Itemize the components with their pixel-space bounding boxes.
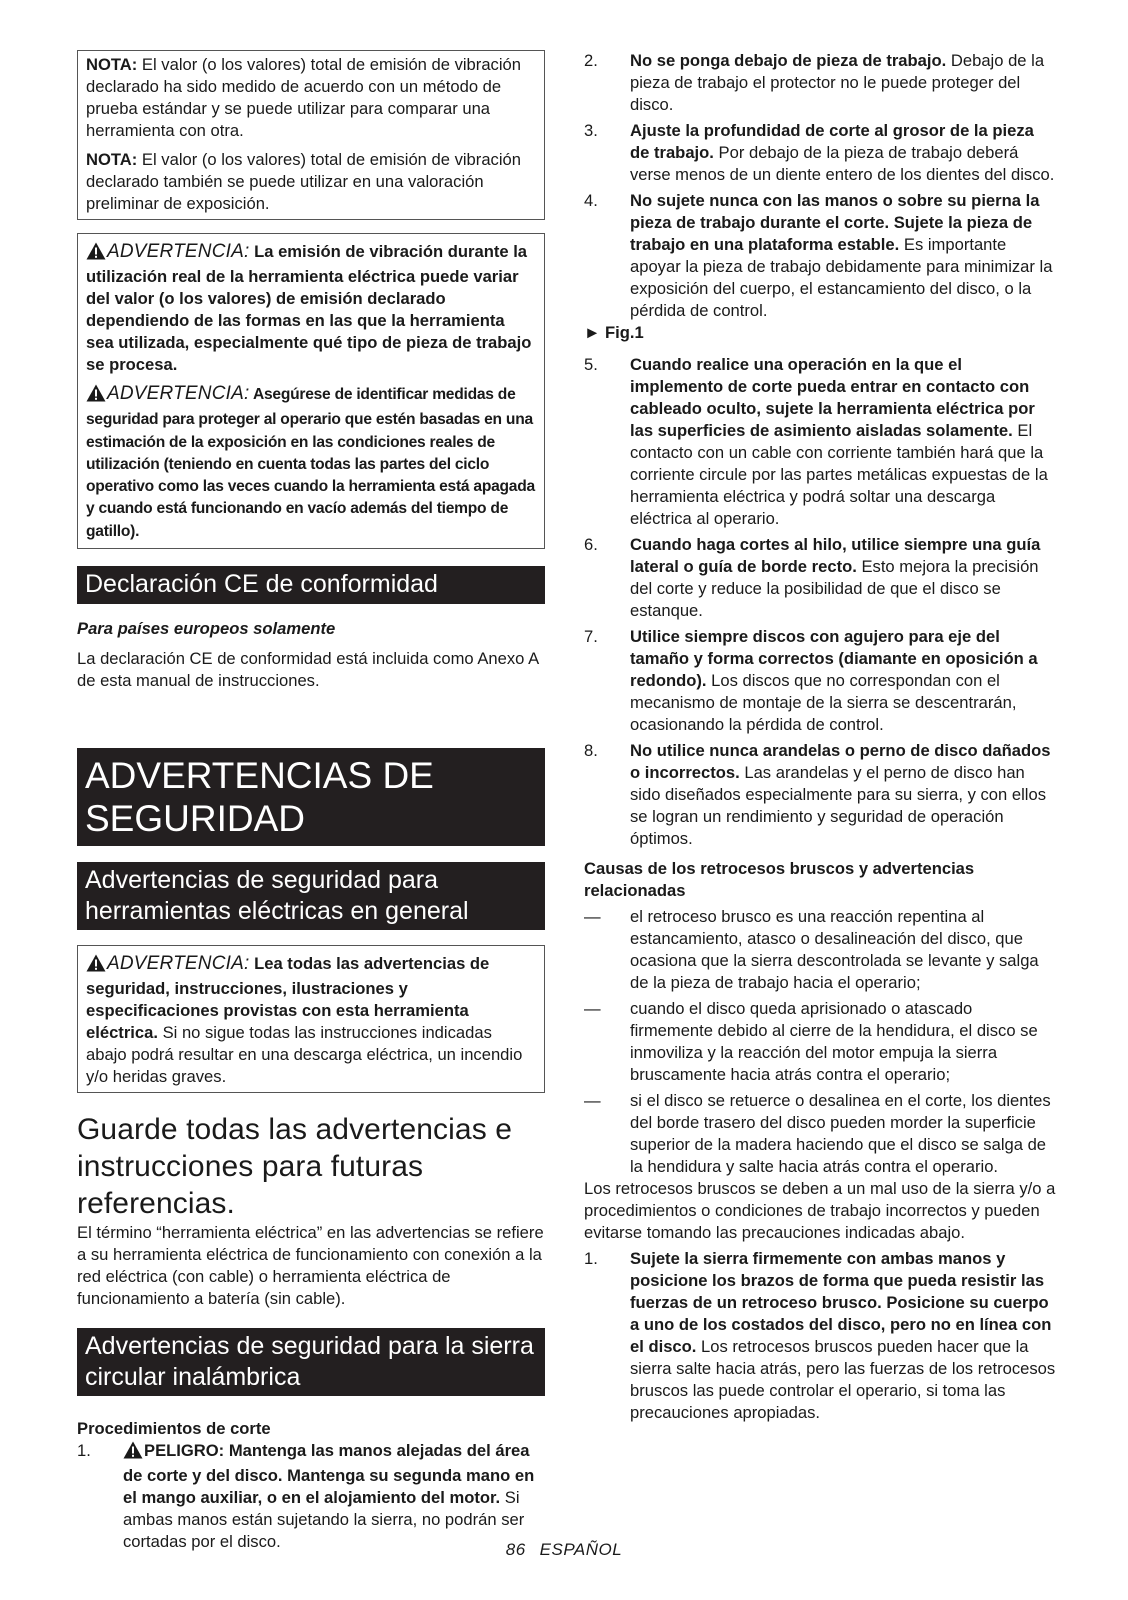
warning-triangle-icon bbox=[86, 954, 106, 978]
list-item: 1. Sujete la sierra firmemente con ambas manos y posicione los brazos de forma que pueda resistir las fuerzas de un retroceso brusco. Posicione su cuerpo a uno de los costados del disco, pero no en línea con el disco. Los retrocesos bruscos pueden hacer que la sierra salte hacia atrás, pero las fuerzas de los retrocesos bruscos las puede controlar el operario, si toma las precauciones apropiadas. bbox=[584, 1249, 1056, 1422]
dash-item: — el retroceso brusco es una reacción repentina al estancamiento, atasco o desalineación del disco, que ocasiona que la sierra descontrolada se levante y salga de la pieza de trabajo hacia el operario; bbox=[584, 907, 1039, 992]
note-box bbox=[77, 50, 545, 220]
keep-instructions-heading: Guarde todas las advertencias e instrucciones para futuras referencias. bbox=[77, 1113, 513, 1221]
vibration-warning-box bbox=[77, 233, 545, 549]
figure-reference: ► Fig.1 bbox=[584, 323, 644, 342]
ce-text: La declaración CE de conformidad está incluida como Anexo A de esta manual de instrucciones. bbox=[77, 649, 539, 691]
ce-declaration-heading: Declaración CE de conformidad bbox=[77, 566, 545, 604]
list-item: 7. Utilice siempre discos con agujero para eje del tamaño y forma correctos (diamante en oposición a redondo). Los discos que no correspondan con el mecanismo de montaje de la sierra se descentrarán, ocasionando la pérdida de control. bbox=[584, 627, 1038, 734]
list-item: 6. Cuando haga cortes al hilo, utilice siempre una guía lateral o guía de borde recto. Esto mejora la precisión del corte y reduce la posibilidad de que el disco se estanque. bbox=[584, 535, 1041, 620]
circular-saw-safety-heading: Advertencias de seguridad para la sierra circular inalámbrica bbox=[77, 1328, 545, 1396]
list-item: 5. Cuando realice una operación en la que el implemento de corte pueda entrar en contacto con cableado oculto, sujete la herramienta eléctrica por las superficies de asimiento aisladas solamente. El contacto con un cable con corriente también hará que la corriente circule por las partes metálicas expuestas de la herramienta eléctrica y podrá soltar una descarga eléctrica al operario. bbox=[584, 355, 1048, 528]
list-item: 3. Ajuste la profundidad de corte al grosor de la pieza de trabajo. Por debajo de la pieza de trabajo deberá verse menos de un diente entero de los dientes del disco. bbox=[584, 121, 1055, 184]
warning-triangle-icon bbox=[86, 384, 106, 409]
note-1: NOTA: El valor (o los valores) total de emisión de vibración declarado ha sido medido de acuerdo con un método de prueba estándar y se puede utilizar para comparar una herramienta con otra. bbox=[86, 55, 521, 140]
page-number: 86 bbox=[505, 1540, 526, 1559]
warning-triangle-icon bbox=[86, 242, 106, 266]
language-label: ESPAÑOL bbox=[539, 1540, 623, 1559]
dash-item: — si el disco se retuerce o desalinea en el corte, los dientes del borde trasero del disco pueden morder la superficie superior de la madera haciendo que el disco se salga de la hendidura y salte hacia atrás contra el operario. bbox=[584, 1091, 1051, 1176]
warning-vibration-1: ADVERTENCIA: La emisión de vibración durante la utilización real de la herramienta eléctrica puede variar del valor (o los valores) de emisión declarado dependiendo de las formas en las que la herramienta sea utilizada, especialmente qué tipo de pieza de trabajo se procesa. bbox=[86, 241, 532, 374]
dash-item: — cuando el disco queda aprisionado o atascado firmemente debido al cierre de la hendidura, el disco se inmoviliza y la reacción del motor empuja la sierra bruscamente hacia atrás contra el operario; bbox=[584, 999, 1038, 1084]
kickback-text: Los retrocesos bruscos se deben a un mal uso de la sierra y/o a procedimientos o condiciones de trabajo incorrectos y pueden evitarse tomando las precauciones indicadas abajo. bbox=[584, 1179, 1056, 1242]
list-item: 4. No sujete nunca con las manos o sobre su pierna la pieza de trabajo durante el corte. Sujete la pieza de trabajo en una plataforma estable. Es importante apoyar la pieza de trabajo debidamente para minimizar la exposición del cuerpo, el estancamiento del disco, o la pérdida de control. bbox=[584, 191, 1053, 320]
right-column bbox=[584, 50, 1056, 1424]
general-warning-text: ADVERTENCIA: Lea todas las advertencias de seguridad, instrucciones, ilustraciones y especificaciones provistas con esta herramienta eléctrica. Si no sigue todas las instrucciones indicadas abajo podrá resultar en una descarga eléctrica, un incendio y/o heridas graves. bbox=[86, 953, 523, 1087]
list-item: 2. No se ponga debajo de pieza de trabajo. Debajo de la pieza de trabajo el protector no le puede proteger del disco. bbox=[584, 51, 1045, 114]
list-item: 1. PELIGRO: Mantenga las manos alejadas del área de corte y del disco. Mantenga su segunda mano en el mango auxiliar, o en el alojamiento del motor. Si ambas manos están sujetando la sierra, no podrán ser cortadas por el disco. bbox=[77, 1441, 535, 1552]
list-item: 8. No utilice nunca arandelas o perno de disco dañados o incorrectos. Las arandelas y el perno de disco han sido diseñados especialmente para su sierra, y con ellos se logran un rendimiento y seguridad de operación óptimos. bbox=[584, 741, 1051, 848]
page-footer bbox=[0, 1540, 1128, 1560]
ce-subheading: Para países europeos solamente bbox=[77, 619, 336, 639]
cutting-procedures-label: Procedimientos de corte bbox=[77, 1419, 271, 1439]
kickback-heading: Causas de los retrocesos bruscos y advertencias relacionadas bbox=[584, 859, 975, 900]
warning-triangle-icon bbox=[123, 1441, 143, 1465]
power-tool-term-text: El término “herramienta eléctrica” en las advertencias se refiere a su herramienta eléctrica de funcionamiento con conexión a la red eléctrica (con cable) o herramienta eléctrica de funcionamiento a batería (sin cable). bbox=[77, 1223, 544, 1309]
left-column bbox=[77, 50, 545, 1553]
warning-vibration-2: ADVERTENCIA: Asegúrese de identificar medidas de seguridad para proteger al operario que estén basadas en una estimación de la exposición en las condiciones reales de utilización (teniendo en cuenta todas las partes del ciclo operativo como las veces cuando la herramienta está apagada y cuando está funcionando en vacío además del tiempo de gatillo). bbox=[86, 383, 535, 540]
note-2: NOTA: El valor (o los valores) total de emisión de vibración declarado también se puede utilizar en una valoración preliminar de exposición. bbox=[86, 150, 521, 213]
general-warning-box bbox=[77, 945, 545, 1093]
general-safety-heading: Advertencias de seguridad para herramientas eléctricas en general bbox=[77, 862, 545, 930]
safety-warnings-heading: ADVERTENCIAS DE SEGURIDAD bbox=[77, 748, 545, 846]
